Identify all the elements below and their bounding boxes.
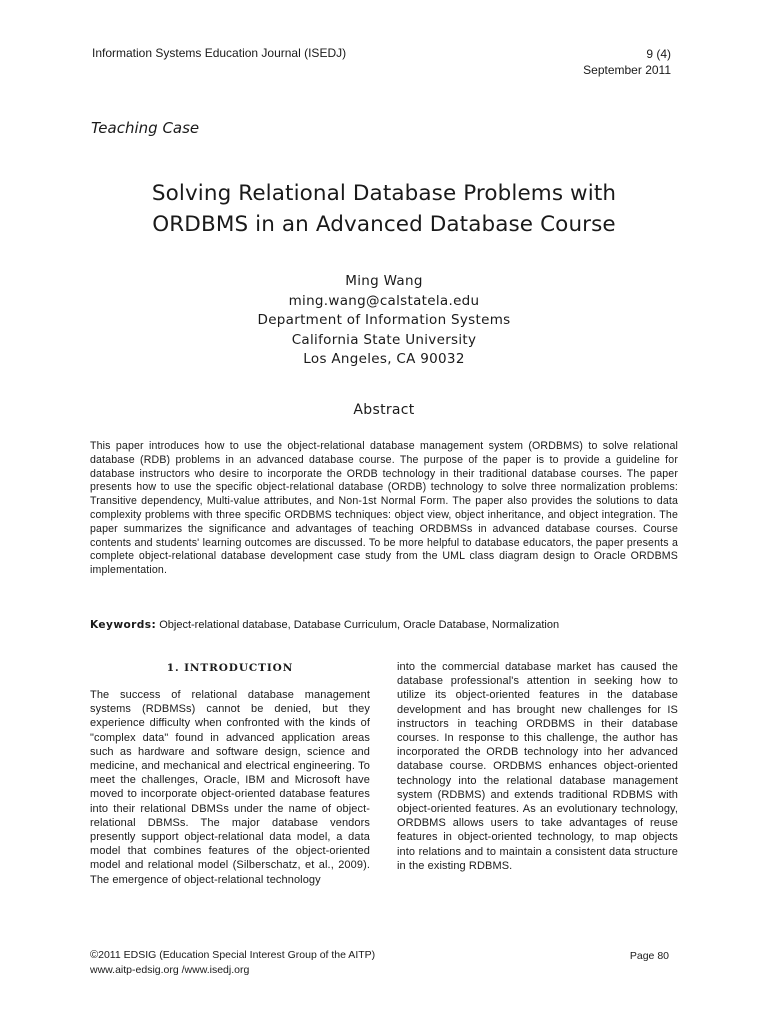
author-location: Los Angeles, CA 90032	[303, 351, 465, 367]
journal-name: Information Systems Education Journal (ISEDJ)	[92, 46, 347, 60]
volume-number: 9 (4)	[646, 47, 671, 61]
issue-info	[583, 46, 671, 78]
author-block	[90, 272, 678, 370]
author-department: Department of Information Systems	[257, 312, 511, 328]
introduction-heading: 1. INTRODUCTION	[166, 662, 294, 674]
left-column	[90, 660, 370, 887]
abstract-text: This paper introduces how to use the object-relational database management system (ORDBMS) to solve relational database (RDB) problems in an advanced database course. The purpose of the paper is to provide a guideline for database instructors who desire to incorporate the ORDB technology in their traditional database courses. The paper presents how to use the specific object-relational database (ORDB) technology to solve three normalization problems: Transitive dependency, Multi-value attributes, and Non-1st Normal Form. The paper also provides the solutions to data complexity problems with three specific ORDBMS techniques: object view, object inheritance, and object integration. The paper summarizes the significance and advantages of teaching ORDBMSs in advanced database courses. Course contents and students' learning outcomes are discussed. To be more helpful to database educators, the paper presents a complete object-relational database development case study from the UML class diagram design to Oracle ORDBMS implementation.	[90, 440, 678, 577]
introduction-left-text: The success of relational database management systems (RDBMSs) cannot be denied, but they experience difficulty when confronted with the kinds of "complex data" found in advanced application areas such as hardware and software design, science and medicine, and mechanical and electrical engineering. To meet the challenges, Oracle, IBM and Microsoft have moved to incorporate object-oriented database features into their relational DBMSs under the name of object-relational DBMSs. The major database vendors presently support object-relational data model, a data model that combines features of the object-oriented model and relational model (Silberschatz, et al., 2009). The emergence of object-relational technology	[90, 689, 370, 886]
paper-title	[90, 178, 678, 240]
case-type-label: Teaching Case	[91, 119, 200, 137]
page-number: Page 80	[629, 950, 669, 962]
title-line-2: ORDBMS in an Advanced Database Course	[152, 212, 616, 237]
issue-date: September 2011	[583, 63, 671, 77]
introduction-right-text: into the commercial database market has caused the database professional's attention in seeking how to utilize its object-oriented features in the database development and has brought new challenges for IS instructors in teaching ORDBMS in their database courses. In response to this challenge, the author has incorporated the ORDB technology into her advanced database course. ORDBMS enhances object-oriented technology into the relational database management system (RDBMS) and extends traditional RDBMS with object-oriented features. As an evolutionary technology, ORDBMS allows users to take advantages of reuse features in object-oriented technology, to map objects into relations and to maintain a consistent data structure in the existing RDBMS.	[397, 661, 678, 872]
copyright-text: 2011 EDSIG (Education Special Interest Group of the AITP)	[98, 949, 376, 961]
abstract-heading: Abstract	[353, 402, 415, 418]
footer-websites: www.aitp-edsig.org /www.isedj.org	[90, 964, 250, 976]
copyright-icon: ©	[90, 949, 99, 961]
author-email: ming.wang@calstatela.edu	[288, 292, 480, 309]
footer-copyright	[90, 948, 375, 978]
keywords-line	[90, 619, 678, 631]
author-university: California State University	[291, 331, 477, 348]
keywords-text: Object-relational database, Database Curriculum, Oracle Database, Normalization	[159, 619, 560, 631]
author-name: Ming Wang	[345, 273, 423, 289]
right-column	[397, 660, 678, 873]
title-line-1: Solving Relational Database Problems with	[151, 181, 617, 206]
keywords-label: Keywords:	[90, 619, 157, 631]
